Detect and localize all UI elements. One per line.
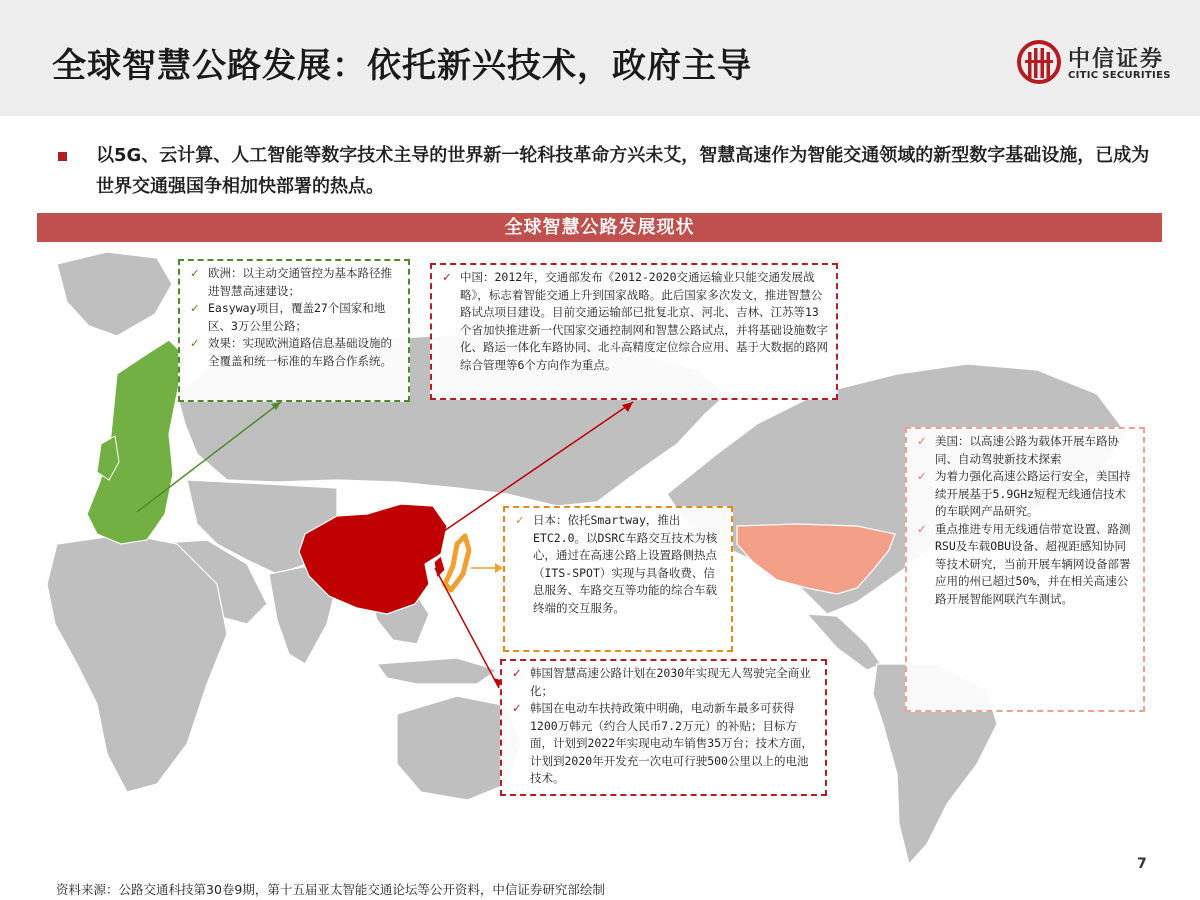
logo-name-cn: 中信证券 [1068, 47, 1165, 72]
usa-item-1: ✓ 美国：以高速公路为载体开展车路协同、自动驾驶新技术探索 [917, 434, 1119, 466]
japan-arrow [495, 563, 503, 573]
korea-highlight [434, 556, 445, 578]
japan-item-1: ✓ 日本：依托Smartway，推出ETC2.0。以DSRC车路交互技术为核心，通过在高速公路上设置路侧热点（ITS-SPOT）实现与具备收费、信息服务、车路交互等功能的综合车载终端的交互服务。 [515, 513, 718, 615]
intro-text: 以5G、云计算、人工智能等数字技术主导的世界新一轮科技革命方兴未艾，智慧高速作为智能交通领域的新型数字基础设施，已成为世界交通强国争相加快部署的热点。 [96, 145, 1150, 197]
europe-item-3: ✓ 效果：实现欧洲道路信息基础设施的全覆盖和统一标准的车路合作系统。 [190, 336, 392, 368]
usa-item-3: ✓ 重点推进专用无线通信带宽设置、路测RSU及车载OBU设备、超视距感知协同等技术研究，当前开展车辆网设备部署应用的州已超过50%，并在相关高速公路开展智能网联汽车测试。 [917, 521, 1131, 606]
bullet-marker [58, 152, 67, 161]
greenland-shape [57, 252, 172, 336]
page-number: 7 [1137, 856, 1147, 872]
citic-emblem-icon [1016, 38, 1062, 94]
africa-shape [47, 534, 227, 792]
check-icon: ✓ [917, 521, 927, 536]
source-note: 资料来源：公路交通科技第30卷9期，第十五届亚太智能交通论坛等公开资料，中信证券研究部绘制 [56, 882, 605, 897]
indonesia-shape [377, 658, 497, 684]
logo-name-en: CITIC SECURITIES [1068, 70, 1171, 81]
usa-callout [905, 427, 1145, 712]
europe-item-2: ✓ Easyway项目，覆盖27个国家和地区、3万公里公路； [190, 301, 386, 333]
check-icon: ✓ [190, 301, 200, 315]
check-icon: ✓ [512, 666, 522, 680]
check-icon: ✓ [917, 469, 927, 483]
check-icon: ✓ [512, 701, 522, 715]
korea-item-1: ✓ 韩国智慧高速公路计划在2030年实现无人驾驶完全商业化； [512, 666, 811, 698]
citic-logo [1016, 38, 1176, 94]
europe-callout [178, 259, 410, 402]
china-callout [430, 263, 838, 400]
check-icon: ✓ [515, 513, 525, 527]
japan-highlight [445, 536, 469, 590]
japan-callout [503, 506, 733, 652]
europe-highlight [87, 340, 185, 544]
usa-item-2: ✓ 为着力强化高速公路运行安全，美国持续开展基于5.9GHz短程无线通信技术的车联网产品研究。 [917, 469, 1131, 518]
header-band [0, 0, 1200, 116]
korea-callout [500, 659, 827, 796]
china-item-1: ✓ 中国：2012年，交通部发布《2012-2020交通运输业只能交通发展战略》，标志着智能交通上升到国家战略。此后国家多次发文，推进智慧公路试点项目建设。目前交通运输部已批复北京、河北、吉林、江苏等13个省加快推进新一代国家交通控制网和智慧公路试点，并将基础设施数字化、路运一体化车路协同、北斗高精度定位综合应用、基于大数据的路网综合管理等6个方向作为重点。 [442, 270, 828, 372]
section-title: 全球智慧公路发展现状 [504, 217, 695, 238]
europe-item-1: ✓ 欧洲：以主动交通管控为基本路径推进智慧高速建设； [190, 266, 392, 298]
korea-item-2: ✓ 韩国在电动车扶持政策中明确，电动新车最多可获得1200万韩元（约合人民币7.2万元）的补贴；目标方面，计划到2022年实现电动车销售35万台；技术方面，计划到2020年开发充一次电可行驶500公里以上的电池技术。 [512, 701, 814, 785]
page-title: 全球智慧公路发展：依托新兴技术，政府主导 [52, 46, 752, 86]
check-icon: ✓ [190, 266, 200, 280]
check-icon: ✓ [190, 336, 200, 350]
check-icon: ✓ [917, 434, 927, 448]
section-bar [37, 213, 1162, 242]
check-icon: ✓ [442, 270, 452, 284]
